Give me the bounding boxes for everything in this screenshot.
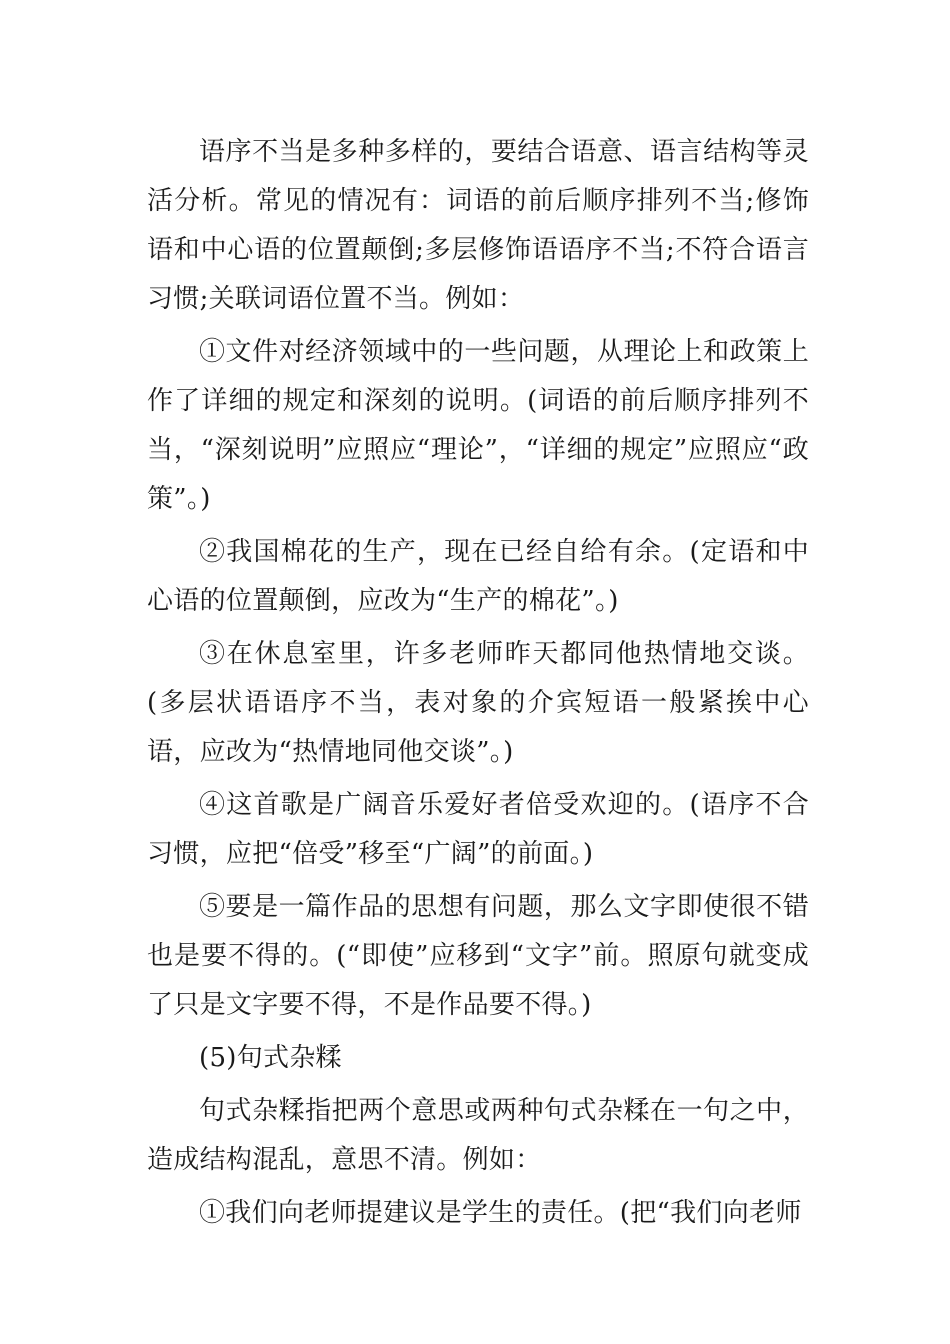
paragraph-example-4: ④这首歌是广阔音乐爱好者倍受欢迎的。(语序不合习惯，应把“倍受”移至“广阔”的前面。) (147, 790, 809, 869)
paragraph-section-example-1: ①我们向老师提建议是学生的责任。(把“我们向老师 (199, 1198, 802, 1228)
paragraph-example-1: ①文件对经济领域中的一些问题，从理论上和政策上作了详细的规定和深刻的说明。(词语的前后顺序排列不当，“深刻说明”应照应“理论”，“详细的规定”应照应“政策”。) (147, 337, 809, 514)
paragraph-intro: 语序不当是多种多样的，要结合语意、语言结构等灵活分析。常见的情况有：词语的前后顺序排列不当;修饰语和中心语的位置颠倒;多层修饰语语序不当;不符合语言习惯;关联词语位置不当。例如： (147, 137, 809, 314)
paragraph-section-intro: 句式杂糅指把两个意思或两种句式杂糅在一句之中，造成结构混乱，意思不清。例如： (147, 1096, 809, 1175)
section-heading: (5)句式杂糅 (199, 1043, 342, 1073)
paragraph-example-2: ②我国棉花的生产，现在已经自给有余。(定语和中心语的位置颠倒，应改为“生产的棉花”。) (147, 537, 809, 616)
document-body (147, 128, 809, 1242)
paragraph-example-3: ③在休息室里，许多老师昨天都同他热情地交谈。(多层状语语序不当，表对象的介宾短语一般紧挨中心语，应改为“热情地同他交谈”。) (147, 639, 809, 767)
paragraph-example-5: ⑤要是一篇作品的思想有问题，那么文字即使很不错也是要不得的。(“即使”应移到“文字”前。照原句就变成了只是文字要不得，不是作品要不得。) (147, 892, 809, 1020)
